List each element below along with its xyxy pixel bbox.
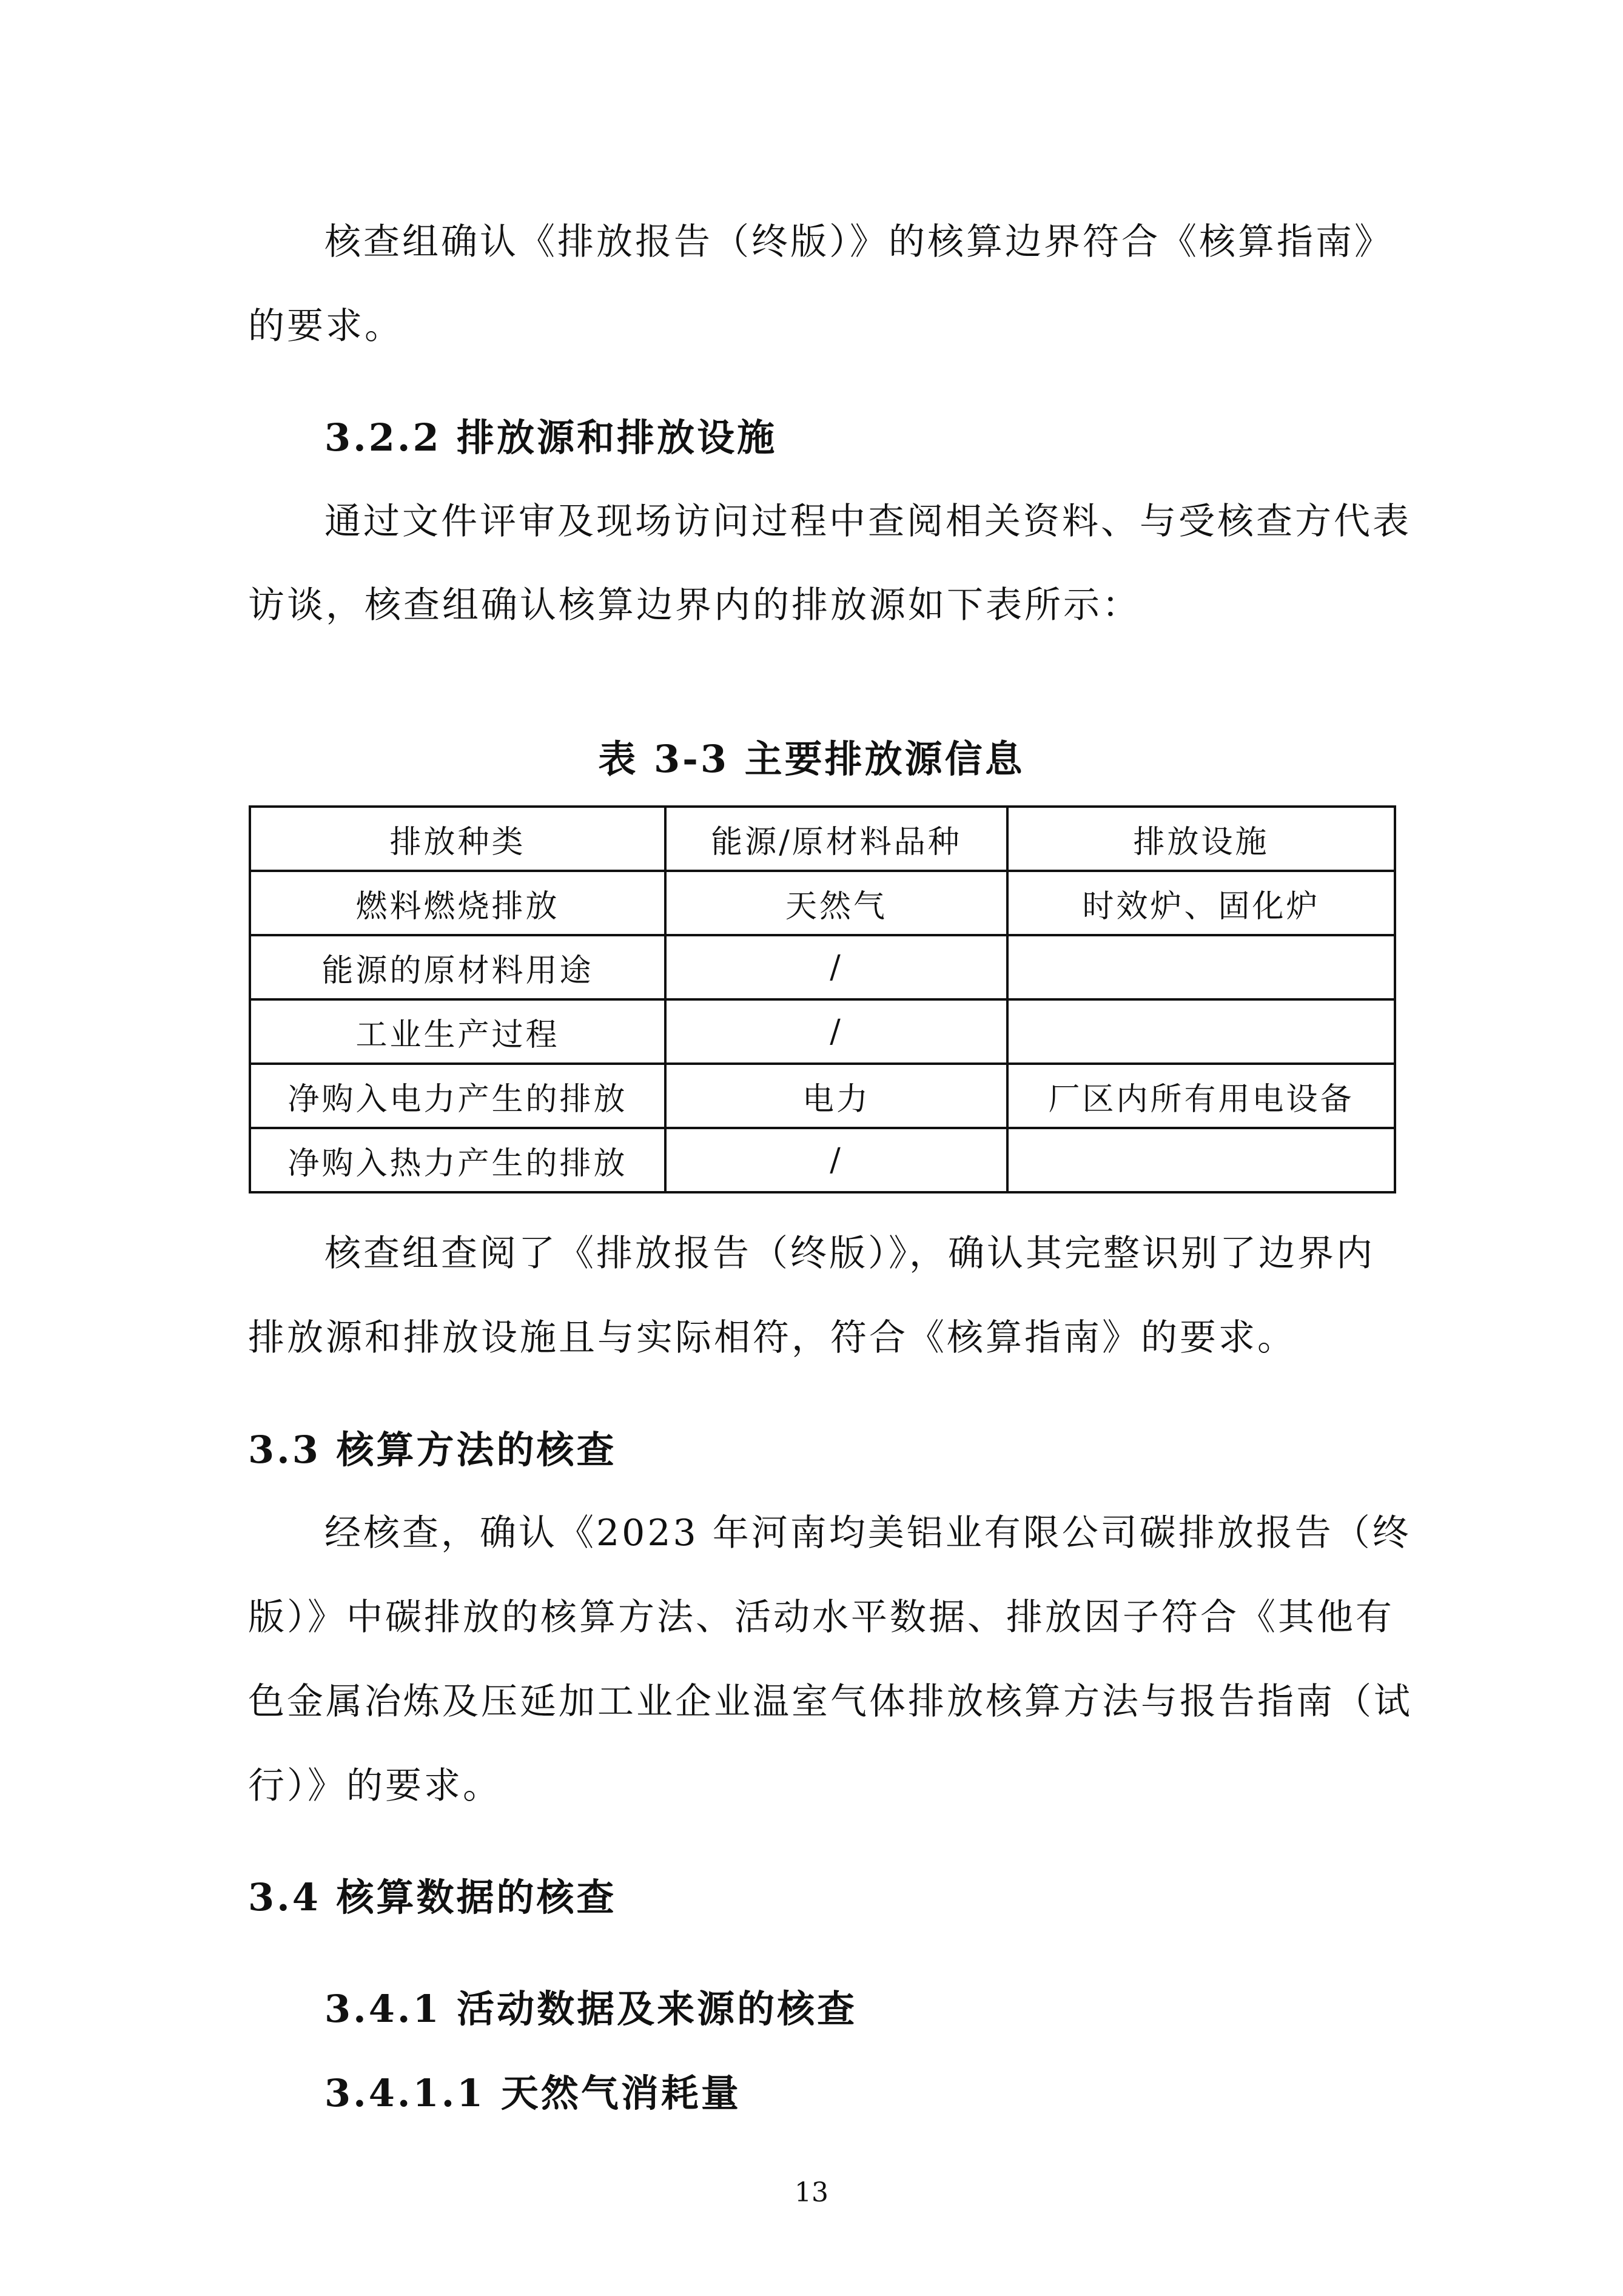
table-cell: 工业生产过程 — [250, 999, 665, 1064]
table-cell: 时效炉、固化炉 — [1007, 871, 1395, 935]
table-cell: 净购入热力产生的排放 — [250, 1128, 665, 1192]
table-header-cell: 排放种类 — [250, 807, 665, 871]
table-cell: 燃料燃烧排放 — [250, 871, 665, 935]
table-cell — [1007, 935, 1395, 999]
section-heading-3-4-1: 3.4.1 活动数据及来源的核查 — [324, 1987, 858, 2031]
table-header-row — [250, 807, 1395, 871]
table-cell: 厂区内所有用电设备 — [1007, 1064, 1395, 1128]
section-heading-3-4: 3.4 核算数据的核查 — [248, 1875, 617, 1919]
table-cell: 能源的原材料用途 — [250, 935, 665, 999]
table-row — [250, 999, 1395, 1064]
section-heading-3-3: 3.3 核算方法的核查 — [248, 1428, 617, 1472]
table-row — [250, 1128, 1395, 1192]
table-row — [250, 1064, 1395, 1128]
table-cell: 天然气 — [665, 871, 1007, 935]
table-row — [250, 935, 1395, 999]
table-header-cell: 能源/原材料品种 — [665, 807, 1007, 871]
paragraph-review-line-1: 核查组查阅了《排放报告（终版）》，确认其完整识别了边界内 — [324, 1232, 1375, 1275]
paragraph-method-line-2: 版）》中碳排放的核算方法、活动水平数据、排放因子符合《其他有 — [248, 1596, 1394, 1639]
paragraph-method-line-4: 行）》的要求。 — [248, 1765, 502, 1807]
paragraph-method-line-1: 经核查，确认《2023 年河南均美铝业有限公司碳排放报告（终 — [324, 1512, 1411, 1554]
table-cell: 电力 — [665, 1064, 1007, 1128]
table-caption: 表 3-3 主要排放源信息 — [598, 737, 1025, 781]
table-row — [250, 871, 1395, 935]
paragraph-review-line-2: 排放源和排放设施且与实际相符，符合《核算指南》的要求。 — [248, 1317, 1296, 1359]
table-cell: / — [665, 1128, 1007, 1192]
table-cell: / — [665, 935, 1007, 999]
emission-sources-table — [249, 805, 1396, 1193]
table-cell — [1007, 1128, 1395, 1192]
paragraph-sources-line-2: 访谈，核查组确认核算边界内的排放源如下表所示： — [248, 584, 1141, 626]
table-cell — [1007, 999, 1395, 1064]
table-header-cell: 排放设施 — [1007, 807, 1395, 871]
table-cell: / — [665, 999, 1007, 1064]
paragraph-method-line-3: 色金属冶炼及压延加工业企业温室气体排放核算方法与报告指南（试 — [248, 1680, 1413, 1723]
paragraph-boundary-line-2: 的要求。 — [248, 305, 403, 347]
page-number: 13 — [795, 2177, 828, 2208]
section-heading-3-2-2: 3.2.2 排放源和排放设施 — [324, 415, 778, 460]
paragraph-sources-line-1: 通过文件评审及现场访问过程中查阅相关资料、与受核查方代表 — [324, 500, 1411, 543]
section-heading-3-4-1-1: 3.4.1.1 天然气消耗量 — [324, 2071, 741, 2115]
paragraph-boundary-line-1: 核查组确认《排放报告（终版）》的核算边界符合《核算指南》 — [324, 221, 1393, 263]
table-cell: 净购入电力产生的排放 — [250, 1064, 665, 1128]
